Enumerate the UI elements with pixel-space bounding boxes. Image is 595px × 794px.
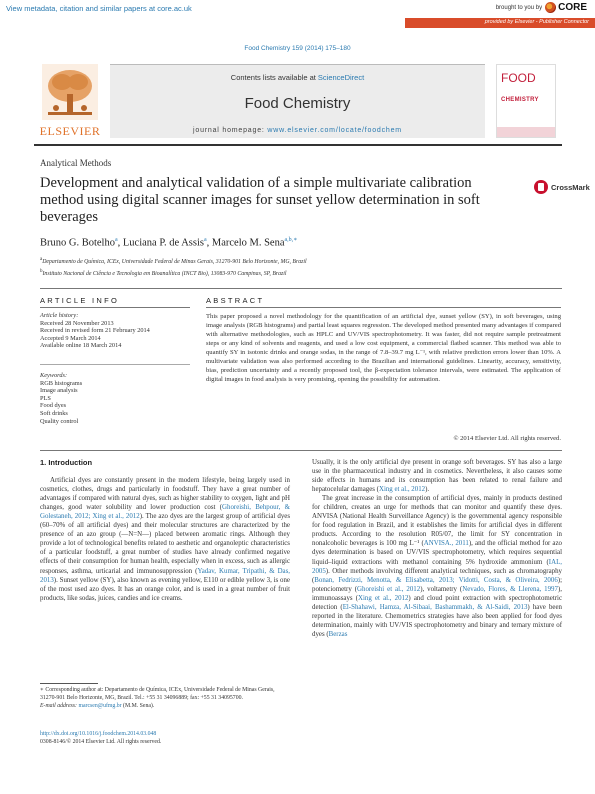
- paragraph-text: ). Sunset yellow (SY), also known as evening yellow, E110 or edible yellow 3, is one of the most used azo dyes. It has an orange color, and is used in a great number of fruit products, like sodas, juices, candies and ice creams.: [40, 576, 290, 602]
- core-header-bar: [0, 0, 595, 20]
- crossmark-label: CrossMark: [551, 182, 590, 192]
- email-suffix: (M.M. Sena).: [121, 703, 155, 709]
- introduction-heading: 1. Introduction: [40, 458, 93, 467]
- abstract-text: This paper proposed a novel methodology for the quantification of an artificial dye, sunset yellow (SY), in soft beverages, using image analysis (RGB histograms) and partial least squares regression. The developed method presented many advantages if compared with alternative methodologies, such as HPLC and UV/VIS spectrophotometry. It was faster, did not require sample pretreatment steps or any kind of solvents and reagents, and used a low cost equipment, a commercial flatbed scanner. This method was able to quantify SY in isotonic drinks and orange sodas, in the range of 7.8–39.7 mg L⁻¹, with relative prediction errors lower than 10%. A multivariate validation was also performed according to the Brazilian and international guidelines. Linearity, accuracy, sensitivity, bias, prediction uncertainty and a recently proposed tool, the β-expectation tolerance intervals, were estimated. The application of digital images in food analysis is very promising, opening the possibility for automation.: [206, 313, 561, 384]
- core-metadata-link[interactable]: View metadata, citation and similar papers at core.ac.uk: [6, 4, 192, 13]
- email-label: E-mail address:: [40, 703, 77, 709]
- history-item: Received in revised form 21 February 2014: [40, 327, 150, 335]
- contents-line: [110, 73, 485, 82]
- keywords-label: Keywords:: [40, 372, 68, 379]
- cover-title-chemistry: CHEMISTRY: [501, 97, 539, 103]
- author-separator: ,: [117, 237, 123, 249]
- article-info-heading: ARTICLE INFO: [40, 296, 120, 305]
- keywords: [40, 372, 190, 425]
- author-affil-link[interactable]: a,b,∗: [284, 237, 298, 243]
- citation-link[interactable]: Ghoreishi et al., 2012: [357, 585, 421, 593]
- core-branding: [496, 2, 587, 13]
- brought-by-label: brought to you by: [495, 4, 543, 11]
- corresponding-author-note: [40, 686, 290, 710]
- info-inner-divider: [40, 364, 190, 365]
- citation-link[interactable]: Bonan, Fedrizzi, Menotta, & Elisabetta, 2013; Vidotti, Costa, & Oliveira, 2006: [314, 576, 558, 584]
- history-item: Received 28 November 2013: [40, 319, 114, 327]
- paragraph-text: ), and the official method for azo dyes determination is based on UV/VIS spectrophotometry, which requires sequential liquid–liquid extractions with methanol containing 5% hydroxide ammonium (: [312, 540, 562, 566]
- journal-homepage: [110, 127, 485, 134]
- citation-link[interactable]: Xing et al., 2012: [378, 486, 426, 494]
- contents-prefix: Contents lists available at: [230, 73, 318, 82]
- doi-block: [40, 730, 290, 746]
- homepage-link[interactable]: www.elsevier.com/locate/foodchem: [267, 127, 402, 134]
- author-name: Luciana P. de Assis: [122, 237, 204, 249]
- citation-link[interactable]: Nevado, Flores, & Llerena, 1997: [462, 585, 558, 593]
- author-affil-link[interactable]: a: [114, 237, 118, 243]
- elsevier-wordmark: ELSEVIER: [39, 124, 101, 138]
- cover-band: [497, 127, 555, 137]
- history-label: Article history:: [40, 312, 79, 319]
- paragraph-text: ). The azo dyes are the largest group of artificial dyes (60–70% of all artificial dyes) and their molecular structures are characterized by the presence of an azo group (—N=N—) placed between aromatic rings. Although they provide a lot of technological benefits related to aesthetic and organoleptic characteristics of a particular foodstuff, a great number of studies have already confirmed negative effects of their consumption for human health, especially when in excess, such as allergic responses, asthma, urticarial and immunosuppression (: [40, 513, 290, 575]
- crossmark-icon: [534, 180, 548, 194]
- core-logo[interactable]: [545, 2, 587, 13]
- affiliation-text: Departamento de Química, ICEx, Universidade Federal de Minas Gerais, 31270-901 Belo Horizonte, MG, Brazil: [42, 258, 307, 265]
- crossmark-badge[interactable]: [534, 180, 590, 194]
- paragraph-text: The great increase in the consumption of artificial dyes, mainly in products destined for children, creates an urge for methods that can monitor and quantify these dyes. ANVISA (National Health Surveillance Agency) is the governmental agency responsible for food regulation in Brazil, and it establishes the limits for artificial dyes in different products. According to the resolution R05/07, the limit for SY concentration in nonalcoholic beverages is 100 mg L⁻¹ (: [312, 495, 562, 548]
- body-column-left: [40, 458, 290, 603]
- author-name: Marcelo M. Sena: [211, 237, 285, 249]
- paragraph-text: ) and cloud point extraction with spectrophotometric detection (: [312, 594, 562, 611]
- masthead-divider: [34, 144, 562, 146]
- citation-link[interactable]: ANVISA., 2011: [423, 540, 469, 548]
- paragraph-text: ), voltametry (: [420, 585, 463, 593]
- keyword-item: Food dyes: [40, 402, 67, 410]
- section-label: Analytical Methods: [40, 158, 112, 168]
- affiliations: [40, 255, 307, 279]
- paragraph-text: ). Other methods involving different analytical techniques, such as chromatography (: [312, 567, 562, 584]
- citation-link[interactable]: Yadav, Kumar, Tripathi, & Das, 2013: [40, 567, 291, 584]
- article-history: [40, 312, 190, 350]
- homepage-prefix: journal homepage:: [193, 127, 268, 134]
- email-link[interactable]: marcsen@ufmg.br: [78, 703, 122, 709]
- citation-link[interactable]: Ghoreishi, Behpour, & Golestaneh, 2012; Xing et al., 2012: [40, 504, 290, 521]
- abstract-heading: ABSTRACT: [206, 296, 265, 305]
- citation-link[interactable]: Berzas: [328, 630, 348, 638]
- journal-reference[interactable]: Food Chemistry 159 (2014) 175–180: [244, 45, 351, 52]
- keyword-item: PLS: [40, 394, 51, 402]
- issn-line: 0308-8146/© 2014 Elsevier Ltd. All rights reserved.: [40, 739, 162, 745]
- core-logo-label: CORE: [558, 2, 587, 13]
- paragraph: [312, 494, 562, 639]
- sciencedirect-link[interactable]: ScienceDirect: [317, 73, 365, 82]
- keyword-item: Soft drinks: [40, 409, 68, 417]
- core-logo-icon: [545, 2, 556, 13]
- affiliation-item: [40, 267, 307, 279]
- author-name: Bruno G. Botelho: [40, 237, 115, 249]
- paragraph-text: Artificial dyes are constantly present in the modern lifestyle, being largely used in cosmetics, clothes, drugs and particularly in foodstuff. They have a great number of advantages if compared with natural dyes, such as higher stability to oxygen, light and pH changes, good water solubility and lower production cost (: [40, 477, 290, 512]
- citation-link[interactable]: El-Shahawi, Hamza, Al-Sibaai, Bashammakh, & Al-Saidi, 2013: [342, 603, 528, 611]
- corresponding-text: ∗ Corresponding author at: Departamento de Química, ICEx, Universidade Federal de Minas Gerais, 31270-901 Belo Horizonte, MG, Brazil. Tel.: +55 31 34096889; fax: +55 31 34095700.: [40, 687, 275, 701]
- abstract-divider: [206, 307, 561, 308]
- body-divider: [40, 450, 562, 451]
- author-affil-link[interactable]: a: [203, 237, 207, 243]
- keyword-item: Quality control: [40, 417, 79, 425]
- paragraph-text: ), immunoassays (: [312, 585, 562, 602]
- paragraph-text: ); potenciometry (: [312, 576, 562, 593]
- provider-bar: [405, 18, 595, 28]
- journal-title: Food Chemistry: [244, 95, 351, 112]
- email-line: [40, 702, 290, 710]
- paragraph-text: ).: [425, 486, 430, 494]
- paragraph: [40, 476, 290, 603]
- author-list: [40, 236, 297, 249]
- affiliation-text: Instituto Nacional de Ciência e Tecnologia em Bioanalítica (INCT Bio), 13083-970 Campinas, SP, Brazil: [42, 270, 287, 277]
- elsevier-logo: [34, 64, 106, 138]
- history-item: Accepted 9 March 2014: [40, 334, 101, 342]
- citation-link[interactable]: IAL, 2005: [312, 558, 562, 575]
- abstract-copyright: © 2014 Elsevier Ltd. All rights reserved.: [453, 435, 561, 442]
- citation-link[interactable]: Xing et al., 2012: [358, 594, 409, 602]
- paragraph: [312, 458, 562, 494]
- elsevier-tree-icon: [42, 64, 98, 120]
- history-item: Available online 18 March 2014: [40, 342, 122, 350]
- info-divider: [40, 307, 190, 308]
- affiliation-marker: b: [40, 268, 43, 274]
- journal-masthead: [110, 64, 485, 138]
- provider-label[interactable]: provided by Elsevier - Publisher Connector: [484, 19, 589, 25]
- footnote-divider: [40, 683, 98, 684]
- affiliation-marker: a: [40, 257, 43, 262]
- body-column-right: [312, 458, 562, 639]
- header-divider: [40, 288, 562, 289]
- journal-cover[interactable]: [496, 64, 556, 138]
- cover-title-food: FOOD: [501, 71, 536, 85]
- article-title: Development and analytical validation of a simple multivariate calibration method using digital scanner images for sunset yellow determination in soft beverages: [40, 175, 480, 225]
- keyword-item: RGB histograms: [40, 379, 83, 387]
- affiliation-item: [40, 255, 307, 267]
- author-separator: ,: [206, 237, 212, 249]
- paragraph-text: Usually, it is the only artificial dye present in orange soft beverages. SY has also a large use in the pharmaceutical industry and in cosmetics. Nevertheless, it also causes some side effects in humans and its consumption has been related to renal failure and hepatocelular damages (: [312, 459, 562, 494]
- paragraph-text: ) have been reported in the literature. Chemometrics strategies have also been applied for food dyes determination, mainly with UV/VIS spectrophotometry and binary and ternary mixture of dyes (: [312, 603, 562, 638]
- doi-link[interactable]: http://dx.doi.org/10.1016/j.foodchem.2014.03.048: [40, 731, 157, 737]
- keyword-item: Image analysis: [40, 387, 78, 395]
